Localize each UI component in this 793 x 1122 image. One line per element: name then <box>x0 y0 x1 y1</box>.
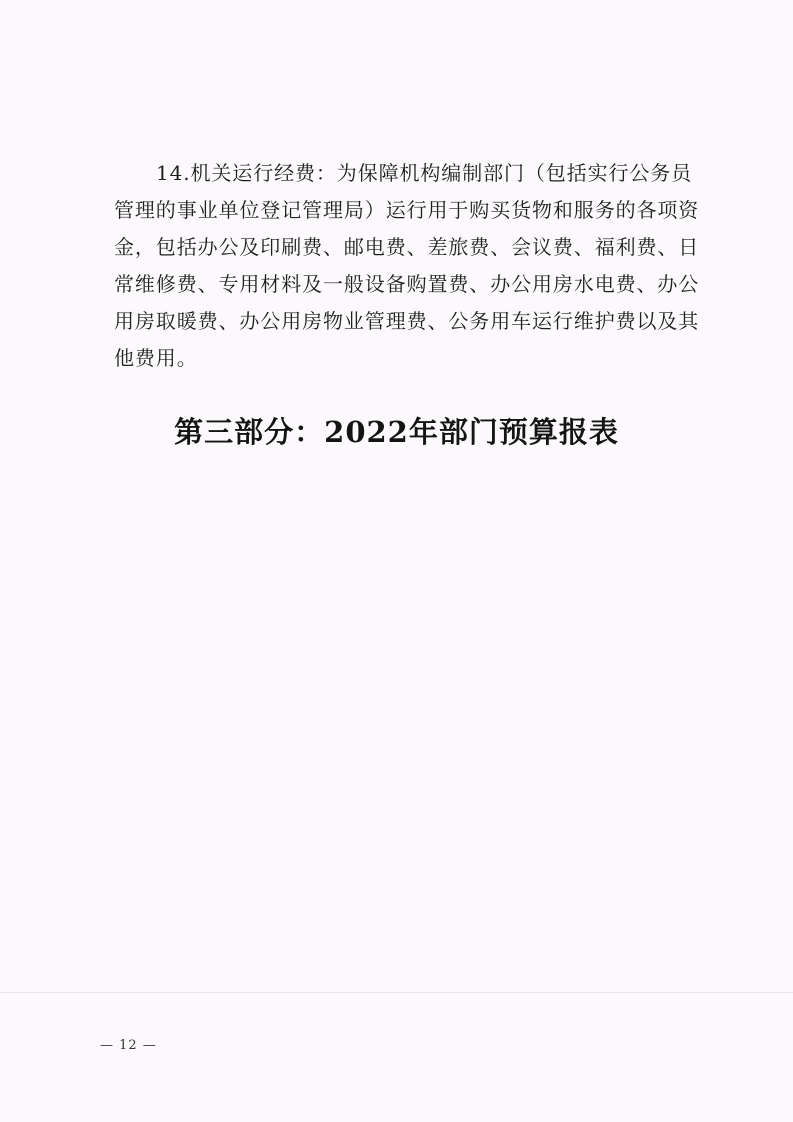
paragraph-line: 14.机关运行经费：为保障机构编制部门（包括实行公务员 <box>156 161 693 185</box>
paragraph-line: 他费用。 <box>114 346 198 370</box>
paragraph-line: 用房取暖费、办公用房物业管理费、公务用车运行维护费以及其 <box>114 309 700 333</box>
page-divider <box>0 992 793 993</box>
section-heading: 第三部分：2022年部门预算报表 <box>174 415 619 449</box>
paragraph-line: 管理的事业单位登记管理局）运行用于购买货物和服务的各项资 <box>114 198 700 222</box>
paragraph-operating-expenses <box>114 155 704 377</box>
page-number: — 12 — <box>100 1038 157 1053</box>
paragraph-line: 常维修费、专用材料及一般设备购置费、办公用房水电费、办公 <box>114 272 700 296</box>
paragraph-line: 金，包括办公及印刷费、邮电费、差旅费、会议费、福利费、日 <box>114 235 700 259</box>
